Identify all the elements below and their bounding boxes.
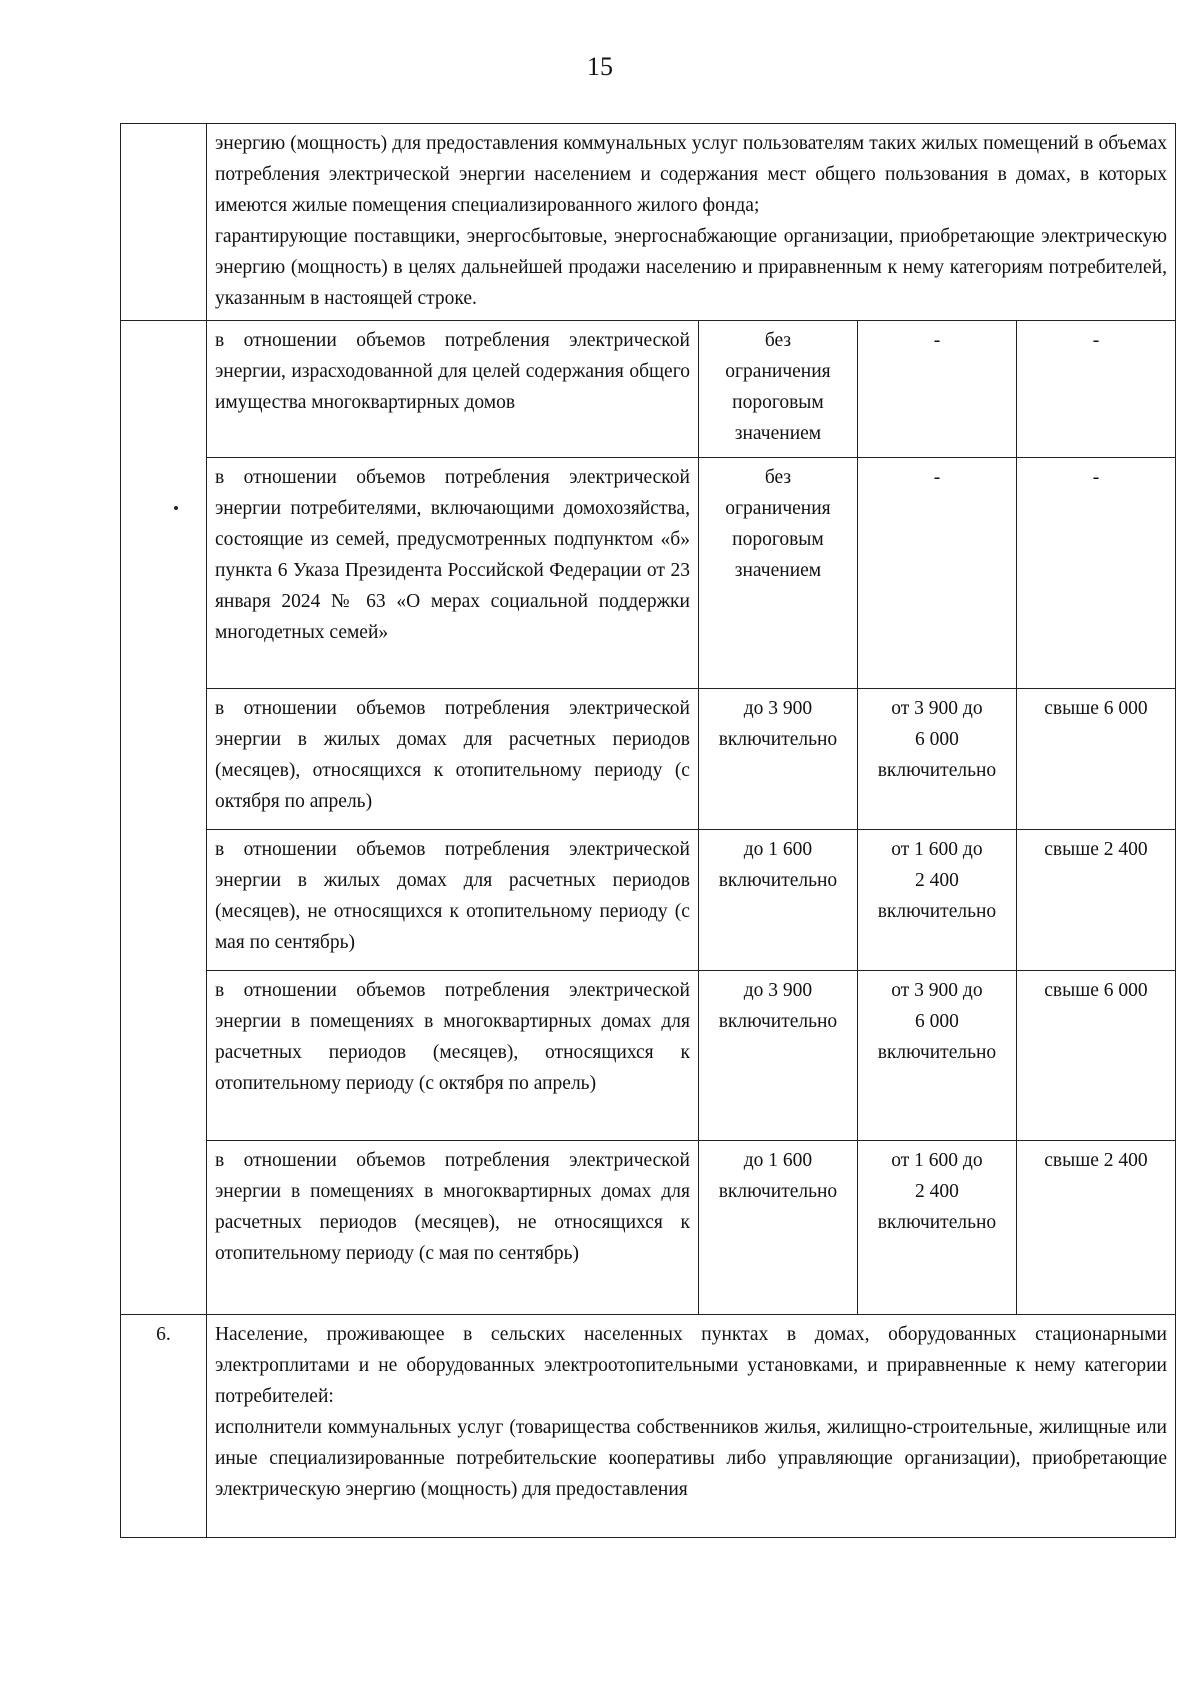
threshold-cell-2: [857, 971, 1016, 1141]
cell-line: включительно: [877, 901, 997, 922]
cell-line: от 1 600 до: [891, 839, 983, 860]
threshold-cell-1: [698, 689, 857, 830]
section-number: 6.: [121, 1315, 207, 1538]
threshold-cell-1: [698, 830, 857, 971]
row-description: в отношении объемов потребления электрической энергии в помещениях в многоквартирных домах для расчетных периодов (месяцев), не относящихся к отопительному периоду (с мая по сентябрь): [206, 1141, 698, 1315]
row-description: в отношении объемов потребления электрической энергии в жилых домах для расчетных периодов (месяцев), относящихся к отопительному периоду (с октября по апрель): [206, 689, 698, 830]
cell-line: включительно: [718, 1181, 838, 1202]
cell-line: 6 000: [915, 1011, 959, 1032]
threshold-cell-3: свыше 6 000: [1016, 971, 1175, 1141]
table-row: [121, 830, 1176, 971]
threshold-cell-2: -: [857, 321, 1016, 458]
cell-line: до 3 900: [743, 698, 813, 719]
threshold-cell-1: [698, 321, 857, 458]
cell-line: от 3 900 до: [891, 980, 983, 1001]
table-row: [121, 458, 1176, 689]
threshold-cell-1: [698, 458, 857, 689]
cell-line: от 3 900 до: [891, 698, 983, 719]
row-number-empty: [121, 321, 207, 1315]
threshold-cell-2: -: [857, 458, 1016, 689]
cell-line: без: [764, 330, 792, 351]
cell-line: ограничения: [725, 498, 831, 519]
row-number-empty: [121, 124, 207, 321]
cell-line: включительно: [718, 1011, 838, 1032]
threshold-cell-3: -: [1016, 458, 1175, 689]
page-number: 15: [587, 52, 613, 81]
cell-line: до 1 600: [743, 1150, 813, 1171]
threshold-cell-3: свыше 6 000: [1016, 689, 1175, 830]
table-row: [121, 1141, 1176, 1315]
section-6-para-1: Население, проживающее в сельских населенных пунктах в домах, оборудованных стационарными электроплитами и не оборудованных электроотопительными установками, и приравненные к нему категории потребителей:: [214, 1324, 1167, 1407]
cell-line: включительно: [718, 729, 838, 750]
continuation-row: [121, 124, 1176, 321]
row-description: в отношении объемов потребления электрической энергии потребителями, включающими домохозяйства, состоящие из семей, предусмотренных подпунктом «б» пункта 6 Указа Президента Российской Федерации от 23 января 2024 № 63 «О мерах социальной поддержки многодетных семей»: [206, 458, 698, 689]
continuation-text: [206, 124, 1175, 321]
cell-line: значением: [734, 423, 822, 444]
cell-line: включительно: [877, 1212, 997, 1233]
row-description: в отношении объемов потребления электрической энергии, израсходованной для целей содержания общего имущества многоквартирных домов: [206, 321, 698, 458]
tariff-table: [120, 123, 1176, 1538]
cell-line: 6 000: [915, 729, 959, 750]
table-row: [121, 689, 1176, 830]
threshold-cell-2: [857, 689, 1016, 830]
scan-mark: [174, 506, 178, 510]
threshold-cell-1: [698, 971, 857, 1141]
cell-line: до 1 600: [743, 839, 813, 860]
cell-line: значением: [734, 560, 822, 581]
threshold-cell-3: -: [1016, 321, 1175, 458]
section-6-para-2: исполнители коммунальных услуг (товарищества собственников жилья, жилищно-строительные, жилищные или иные специализированные потребительские кооперативы либо управляющие организации), приобретающие электрическую энергию (мощность) для предоставления: [214, 1417, 1167, 1500]
cell-line: включительно: [877, 760, 997, 781]
continuation-para-1: энергию (мощность) для предоставления коммунальных услуг пользователям таких жилых помещений в объемах потребления электрической энергии населением и содержания мест общего пользования в домах, в которых имеются жилые помещения специализированного жилого фонда;: [214, 133, 1167, 216]
threshold-cell-2: [857, 1141, 1016, 1315]
cell-line: 2 400: [915, 1181, 959, 1202]
cell-line: включительно: [718, 870, 838, 891]
cell-line: включительно: [877, 1042, 997, 1063]
cell-line: пороговым: [732, 392, 824, 413]
threshold-cell-1: [698, 1141, 857, 1315]
section-6-text: [206, 1315, 1175, 1538]
cell-line: 2 400: [915, 870, 959, 891]
table-row: [121, 971, 1176, 1141]
cell-line: без: [764, 467, 792, 488]
threshold-cell-3: свыше 2 400: [1016, 830, 1175, 971]
cell-line: до 3 900: [743, 980, 813, 1001]
cell-line: пороговым: [732, 529, 824, 550]
cell-line: от 1 600 до: [891, 1150, 983, 1171]
continuation-para-2: гарантирующие поставщики, энергосбытовые, энергоснабжающие организации, приобретающие электрическую энергию (мощность) в целях дальнейшей продажи населению и приравненным к нему категориям потребителей, указанным в настоящей строке.: [214, 226, 1167, 309]
row-description: в отношении объемов потребления электрической энергии в помещениях в многоквартирных домах для расчетных периодов (месяцев), относящихся к отопительному периоду (с октября по апрель): [206, 971, 698, 1141]
threshold-cell-3: свыше 2 400: [1016, 1141, 1175, 1315]
table-row: [121, 321, 1176, 458]
cell-line: ограничения: [725, 361, 831, 382]
row-description: в отношении объемов потребления электрической энергии в жилых домах для расчетных периодов (месяцев), не относящихся к отопительному периоду (с мая по сентябрь): [206, 830, 698, 971]
section-6-row: [121, 1315, 1176, 1538]
threshold-cell-2: [857, 830, 1016, 971]
